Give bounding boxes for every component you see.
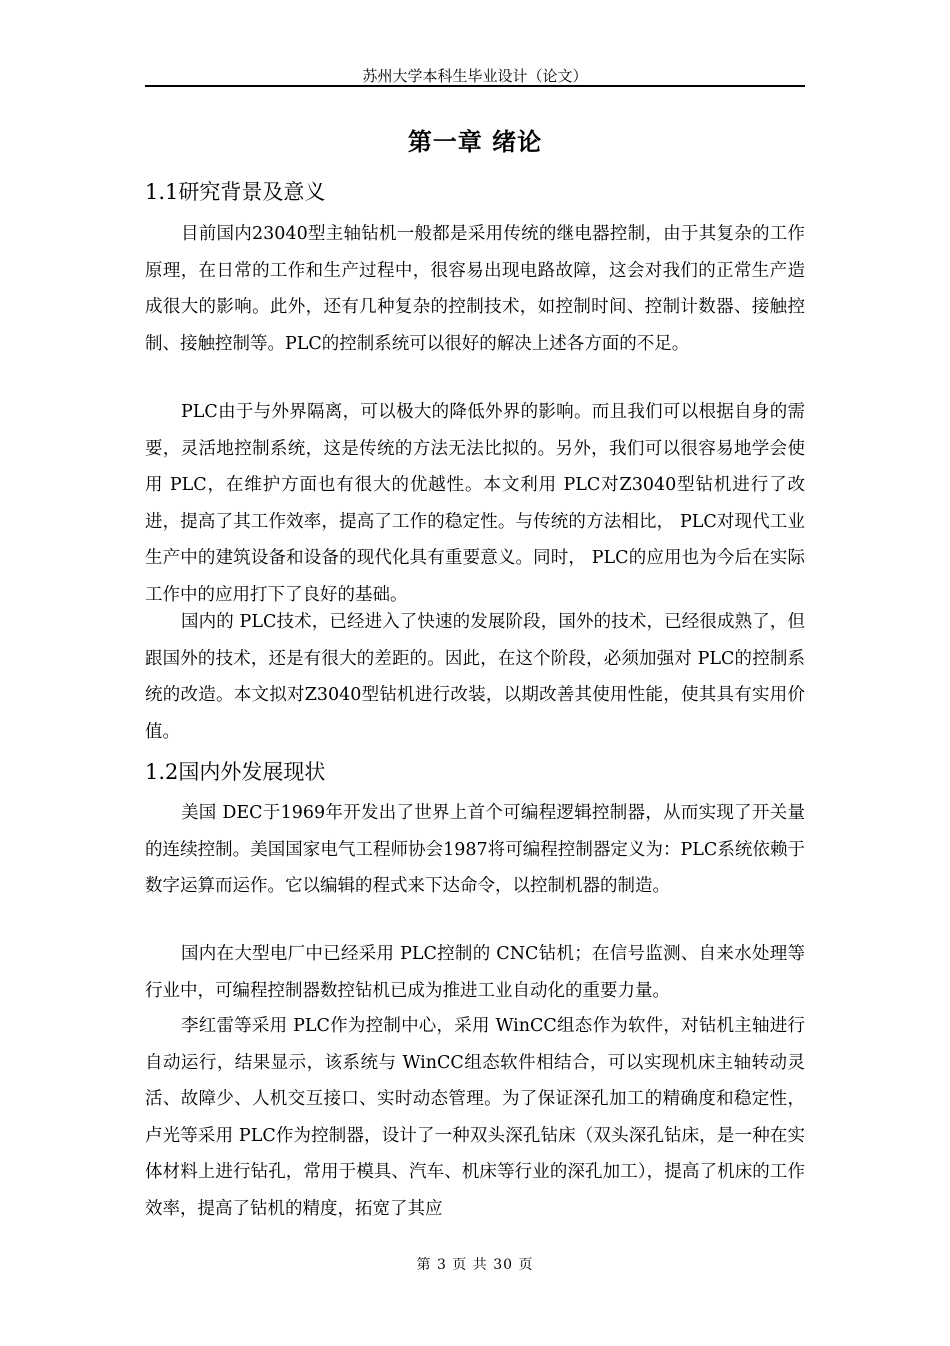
- paragraph-4: 美国 DEC于1969年开发出了世界上首个可编程逻辑控制器，从而实现了开关量的连续控制。美国国家电气工程师协会1987将可编程控制器定义为：PLC系统依赖于数字运算而运作。它以编辑的程式来下达命令，以控制机器的制造。: [145, 803, 805, 896]
- section-heading-1-2: 1.2国内外发展现状: [145, 760, 326, 784]
- page-number-footer: 第 3 页 共 30 页: [416, 1257, 534, 1273]
- section-heading-1-1: 1.1研究背景及意义: [145, 180, 326, 204]
- running-header: 苏州大学本科生毕业设计（论文）: [362, 67, 588, 85]
- paragraph-1: 目前国内23040型主轴钻机一般都是采用传统的继电器控制，由于其复杂的工作原理，在日常的工作和生产过程中，很容易出现电路故障，这会对我们的正常生产造成很大的影响。此外，还有几种复杂的控制技术，如控制时间、控制计数器、接触控制、接触控制等。PLC的控制系统可以很好的解决上述各方面的不足。: [145, 224, 805, 354]
- chapter-title: 第一章 绪论: [407, 127, 543, 156]
- paragraph-6: 李红雷等采用 PLC作为控制中心，采用 WinCC组态作为软件，对钻机主轴进行自动运行，结果显示，该系统与 WinCC组态软件相结合，可以实现机床主轴转动灵活、故障少、人机交互接口、实时动态管理。为了保证深孔加工的精确度和稳定性，卢光等采用 PLC作为控制器，设计了一种双头深孔钻床（双头深孔钻床，是一种在实体材料上进行钻孔，常用于模具、汽车、机床等行业的深孔加工），提高了机床的工作效率，提高了钻机的精度，拓宽了其应: [145, 1016, 805, 1219]
- paragraph-3: 国内的 PLC技术，已经进入了快速的发展阶段，国外的技术，已经很成熟了，但跟国外的技术，还是有很大的差距的。因此，在这个阶段，必须加强对 PLC的控制系统的改造。本文拟对Z3040型钻机进行改装，以期改善其使用性能，使其具有实用价值。: [145, 612, 805, 742]
- header-divider: [145, 85, 805, 87]
- paragraph-2: PLC由于与外界隔离，可以极大的降低外界的影响。而且我们可以根据自身的需要，灵活地控制系统，这是传统的方法无法比拟的。另外，我们可以很容易地学会使用 PLC，在维护方面也有很大的优越性。本文利用 PLC对Z3040型钻机进行了改进，提高了其工作效率，提高了工作的稳定性。与传统的方法相比， PLC对现代工业生产中的建筑设备和设备的现代化具有重要意义。同时， PLC的应用也为今后在实际工作中的应用打下了良好的基础。: [145, 402, 805, 605]
- paragraph-5: 国内在大型电厂中已经采用 PLC控制的 CNC钻机；在信号监测、自来水处理等行业中，可编程控制器数控钻机已成为推进工业自动化的重要力量。: [145, 944, 805, 1001]
